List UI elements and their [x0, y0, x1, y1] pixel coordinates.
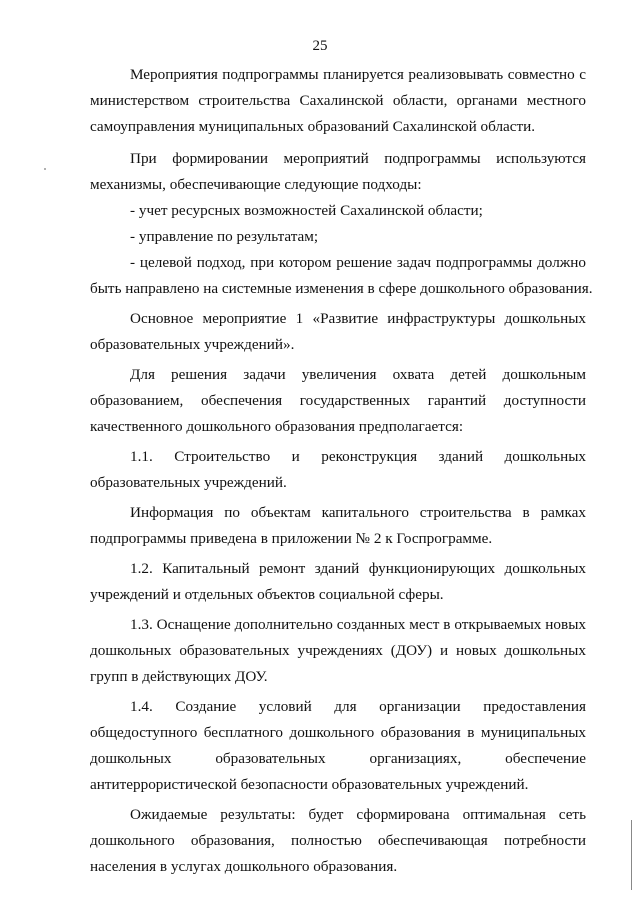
- text-line: механизмы, обеспечивающие следующие подходы:: [90, 176, 422, 193]
- scan-speck: [44, 168, 46, 170]
- text-line: дошкольных образовательных учреждениях (ДОУ) и новых дошкольных: [90, 642, 586, 659]
- text-line: населения в услугах дошкольного образования.: [90, 858, 398, 875]
- paragraph: [90, 612, 586, 690]
- text-line: дошкольных образовательных организациях, обеспечение: [90, 750, 586, 767]
- paragraph: [90, 694, 586, 798]
- paragraph: [90, 556, 586, 608]
- text-line: образованием, обеспечения государственных гарантий доступности: [90, 392, 586, 409]
- text-line: быть направлено на системные изменения в сфере дошкольного образования.: [90, 280, 593, 297]
- text-line: - целевой подход, при котором решение задач подпрограммы должно: [130, 254, 586, 271]
- text-line: Информация по объектам капитального строительства в рамках: [130, 504, 586, 521]
- list-item: [90, 224, 586, 250]
- paragraph: [90, 444, 586, 496]
- text-line: министерством строительства Сахалинской области, органами местного: [90, 92, 586, 109]
- text-line: самоуправления муниципальных образований Сахалинской области.: [90, 118, 536, 135]
- text-line: 1.3. Оснащение дополнительно созданных мест в открываемых новых: [130, 616, 586, 633]
- paragraph: [90, 306, 586, 358]
- text-line: Мероприятия подпрограммы планируется реализовывать совместно с: [130, 66, 586, 83]
- list-item: [90, 250, 593, 302]
- text-line: образовательных учреждений.: [90, 474, 287, 491]
- text-line: групп в действующих ДОУ.: [90, 668, 268, 685]
- text-line: образовательных учреждений».: [90, 336, 295, 353]
- paragraph: [90, 362, 586, 440]
- text-line: Ожидаемые результаты: будет сформирована оптимальная сеть: [130, 806, 586, 823]
- text-line: Для решения задачи увеличения охвата детей дошкольным: [130, 366, 586, 383]
- paragraph: [90, 62, 586, 140]
- text-line: дошкольного образования, полностью обеспечивающая потребности: [90, 832, 586, 849]
- paragraph: [90, 500, 586, 552]
- text-line: учреждений и отдельных объектов социальной сферы.: [90, 586, 444, 603]
- text-line: качественного дошкольного образования предполагается:: [90, 418, 464, 435]
- text-line: - управление по результатам;: [130, 228, 319, 245]
- paragraph: [90, 802, 586, 880]
- page-number: 25: [312, 38, 328, 54]
- list-item: [90, 198, 586, 224]
- text-line: подпрограммы приведена в приложении № 2 к Госпрограмме.: [90, 530, 493, 547]
- scan-edge-mark: [631, 820, 632, 890]
- text-line: - учет ресурсных возможностей Сахалинской области;: [130, 202, 483, 219]
- document-body: [90, 62, 593, 880]
- text-line: общедоступного бесплатного дошкольного образования в муниципальных: [90, 724, 586, 741]
- paragraph: [90, 146, 586, 198]
- text-line: 1.2. Капитальный ремонт зданий функционирующих дошкольных: [130, 560, 586, 577]
- text-line: антитеррористической безопасности образовательных учреждений.: [90, 776, 529, 793]
- text-line: 1.1. Строительство и реконструкция зданий дошкольных: [130, 448, 586, 465]
- text-line: Основное мероприятие 1 «Развитие инфраструктуры дошкольных: [130, 310, 586, 327]
- text-line: 1.4. Создание условий для организации предоставления: [130, 698, 586, 715]
- text-line: При формировании мероприятий подпрограммы используются: [130, 150, 586, 167]
